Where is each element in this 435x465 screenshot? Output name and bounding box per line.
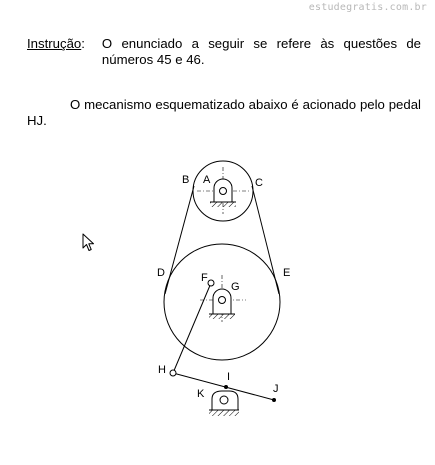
ground-k: [209, 410, 239, 416]
axle-g: [219, 297, 226, 304]
label-a: A: [203, 174, 211, 186]
belt-left: [165, 186, 194, 294]
point-j: [272, 398, 276, 402]
connecting-rod-fh: [173, 283, 211, 373]
label-i: I: [227, 371, 231, 383]
axle-k: [220, 396, 228, 404]
arrow-pointer-icon: [82, 233, 96, 253]
label-c: C: [255, 177, 263, 189]
point-i: [224, 385, 228, 389]
label-g: G: [231, 281, 240, 293]
ground-a: [210, 202, 236, 207]
problem-paragraph: O mecanismo esquematizado abaixo é acionado pelo pedal HJ.: [27, 97, 421, 128]
belt-right: [252, 186, 279, 294]
label-d: D: [157, 267, 165, 279]
joint-h: [170, 370, 176, 376]
ground-g: [209, 314, 235, 319]
instruction-label: Instrução: [27, 36, 82, 51]
axle-a: [220, 188, 227, 195]
label-f: F: [201, 272, 208, 284]
label-e: E: [283, 267, 291, 279]
label-b: B: [182, 174, 190, 186]
site-watermark: estudegratis.com.br: [308, 2, 427, 13]
joint-f: [208, 280, 214, 286]
instruction-colon: :: [81, 36, 85, 51]
label-j: J: [273, 383, 279, 395]
label-h: H: [158, 364, 166, 376]
label-k: K: [197, 388, 205, 400]
instruction-text: O enunciado a seguir se refere às questões de números 45 e 46.: [101, 36, 421, 67]
